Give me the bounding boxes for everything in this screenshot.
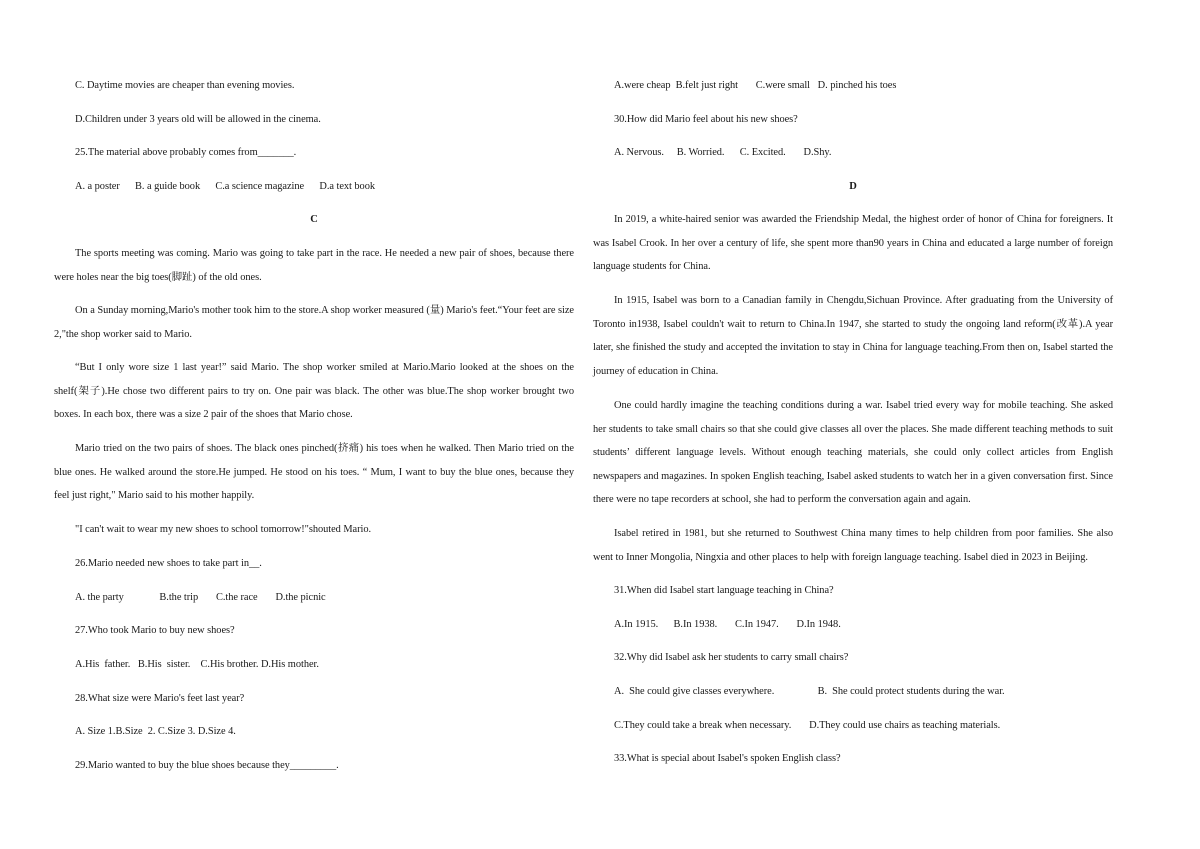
question-29-options: A.were cheap B.felt just right C.were small D. pinched his toes	[614, 80, 897, 91]
question-27: 27.Who took Mario to buy new shoes?	[75, 625, 235, 636]
question-25: 25.The material above probably comes from_______.	[75, 147, 297, 158]
question-29: 29.Mario wanted to buy the blue shoes because they_________.	[75, 760, 339, 771]
question-28: 28.What size were Mario's feet last year?	[75, 693, 245, 704]
left-column	[54, 0, 574, 849]
passage-c-paragraph-3: “But I only wore size 1 last year!” said Mario. The shop worker smiled at Mario.Mario looked at the shoes on the shelf(架子).He chose two different pairs to try on. One pair was black. The other was blue.The shop worker brought two boxes. In each box, there was a size 2 pair of the shoes that Mario chose.	[54, 362, 574, 421]
question-30: 30.How did Mario feel about his new shoes?	[614, 114, 798, 125]
section-d-heading: D	[849, 181, 857, 192]
option-24c: C. Daytime movies are cheaper than evening movies.	[75, 80, 295, 91]
question-26-options: A. the party B.the trip C.the race D.the picnic	[75, 592, 326, 603]
question-28-options: A. Size 1.B.Size 2. C.Size 3. D.Size 4.	[75, 726, 236, 737]
question-26: 26.Mario needed new shoes to take part in__.	[75, 558, 262, 569]
passage-c-paragraph-2: On a Sunday morning,Mario's mother took him to the store.A shop worker measured (量) Mario's feet.“Your feet are size 2,"the shop worker said to Mario.	[54, 305, 574, 340]
section-c-heading: C	[310, 214, 318, 225]
passage-d-paragraph-3: One could hardly imagine the teaching conditions during a war. Isabel tried every way for mobile teaching. She asked her students to take small chairs so that she could give classes all over the places. She made different teaching methods to suit students’ different language levels. Without enough teaching materials, she could only collect articles from English newspapers and magazines. In spoken English teaching, Isabel asked students to watch her in a given conversation first. Since there were no tape recorders at school, she had to perform the conversation again and again.	[593, 400, 1113, 506]
question-31-options: A.In 1915. B.In 1938. C.In 1947. D.In 1948.	[614, 619, 841, 630]
question-32-options-cd: C.They could take a break when necessary. D.They could use chairs as teaching materials.	[614, 720, 1001, 731]
question-30-options: A. Nervous. B. Worried. C. Excited. D.Shy.	[614, 147, 832, 158]
question-33: 33.What is special about Isabel's spoken English class?	[614, 753, 841, 764]
passage-d-paragraph-1: In 2019, a white-haired senior was awarded the Friendship Medal, the highest order of honor of China for foreigners. It was Isabel Crook. In her over a century of life, she spent more than90 years in China and educated a large number of foreign language students for China.	[593, 214, 1113, 273]
question-31: 31.When did Isabel start language teaching in China?	[614, 585, 834, 596]
passage-d-paragraph-2: In 1915, Isabel was born to a Canadian family in Chengdu,Sichuan Province. After graduating from the University of Toronto in1938, Isabel couldn't wait to return to China.In 1947, she started to study the ongoing land reform(改革).A year later, she finished the study and accepted the invitation to stay in China for language teaching.From then on, Isabel started the journey of education in China.	[593, 295, 1113, 377]
passage-c-paragraph-4: Mario tried on the two pairs of shoes. The black ones pinched(挤痛) his toes when he walked. Then Mario tried on the blue ones. He walked around the store.He jumped. He stood on his toes. “ Mum, I want to buy the blue ones, because they feel just right," Mario said to his mother happily.	[54, 443, 574, 502]
right-column	[593, 0, 1113, 849]
question-25-options: A. a poster B. a guide book C.a science magazine D.a text book	[75, 181, 375, 192]
question-32: 32.Why did Isabel ask her students to carry small chairs?	[614, 652, 849, 663]
passage-d-paragraph-4: Isabel retired in 1981, but she returned to Southwest China many times to help children from poor families. She also went to Inner Mongolia, Ningxia and other places to help with foreign language teaching. Isabel died in 2023 in Beijing.	[593, 528, 1113, 563]
passage-c-paragraph-5: "I can't wait to wear my new shoes to school tomorrow!"shouted Mario.	[75, 524, 372, 535]
passage-c-paragraph-1: The sports meeting was coming. Mario was going to take part in the race. He needed a new pair of shoes, because there were holes near the big toes(脚趾) of the old ones.	[54, 248, 574, 283]
question-32-options-ab: A. She could give classes everywhere. B. She could protect students during the war.	[614, 686, 1005, 697]
option-24d: D.Children under 3 years old will be allowed in the cinema.	[75, 114, 321, 125]
question-27-options: A.His father. B.His sister. C.His brother. D.His mother.	[75, 659, 319, 670]
